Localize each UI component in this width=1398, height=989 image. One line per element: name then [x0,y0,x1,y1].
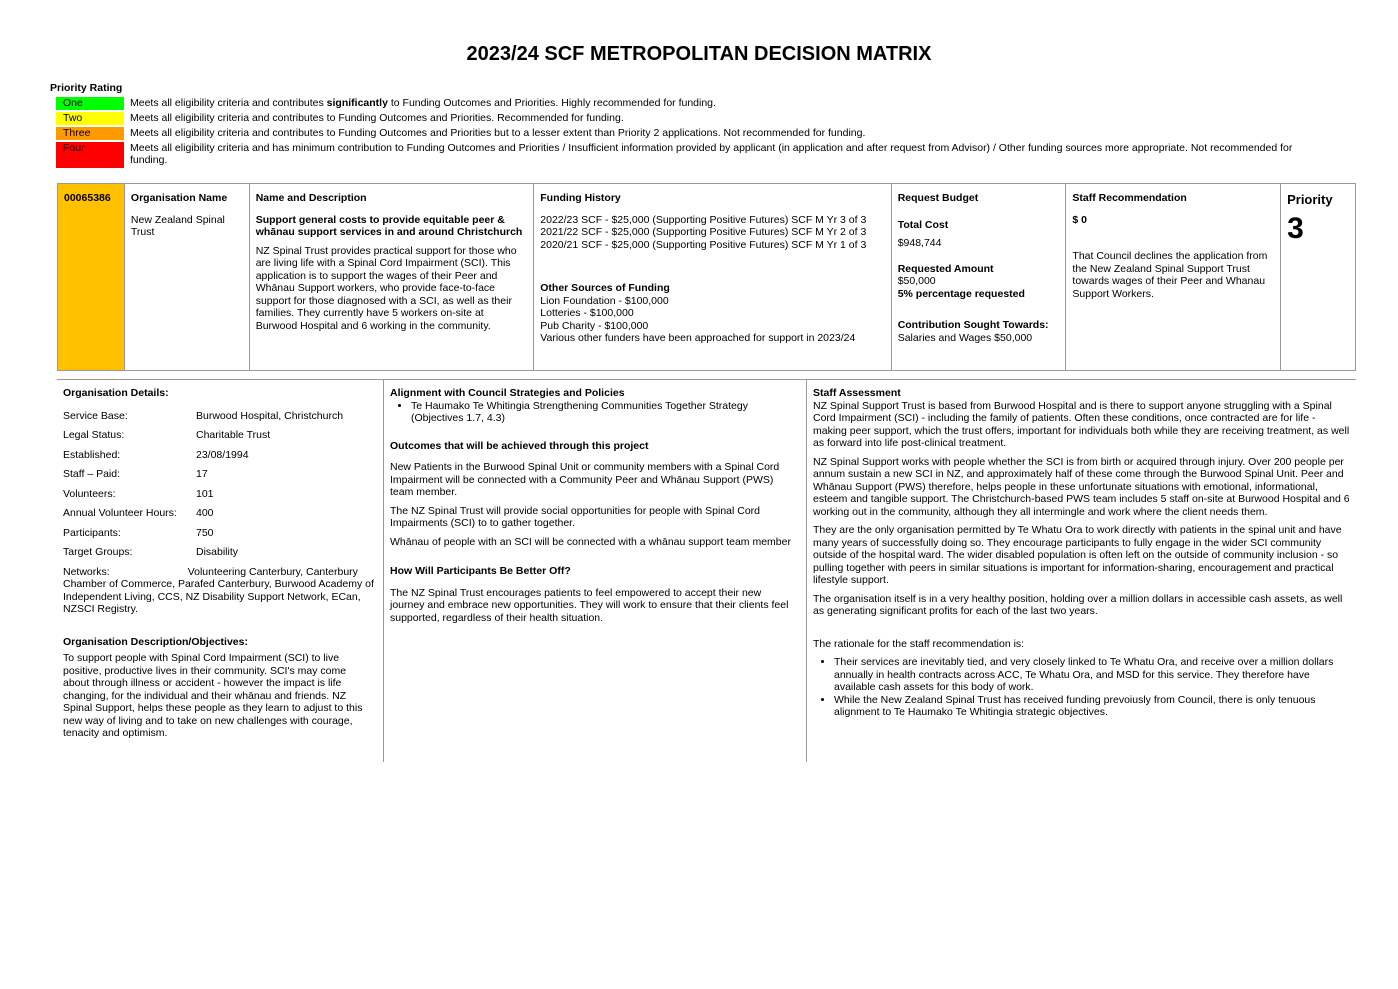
assessment-paragraph: The organisation itself is in a very healthy position, holding over a million dollars in accessible cash assets, as well as generating significant profits for each of the last two years. [813,592,1343,617]
application-id-cell [58,184,125,370]
outcome-item: New Patients in the Burwood Spinal Unit or community members with a Spinal Cord Impairment will be connected with a Community Peer and Whānau Support (PWS) team member. [390,461,780,498]
funding-history-cell [534,184,891,370]
rationale-item: • Their services are inevitably tied, and very closely linked to Te Whatu Ora, and receive over a million dollars annually in health contracts across ACC, Te Whatu Ora, and MSD for this service. They therefore have available cash assets for this body of work. [834,656,1350,694]
project-description: NZ Spinal Trust provides practical support for those who are living life with a Spinal Cord Impairment (SCI). This application is to support the wages of their Peer and Whānau Support workers, who provide face-to-face support for those diagnosed with a SCI, as well as their families. They currently have 5 workers on-site at Burwood Hospital and 6 working in the community. [255,244,517,332]
detail-row: Established: 23/08/1994 [63,448,249,461]
priority-desc-three: Meets all eligibility criteria and contributes to Funding Outcomes and Priorities but to a lesser extent than Priority 2 applications. Not recommended for funding. [130,127,866,139]
column-divider [383,380,384,762]
priority-value: 3 [1287,212,1304,245]
alignment-column [390,387,798,624]
project-title: Support general costs to provide equitable peer & whānau support services in and around Christchurch [255,213,523,238]
application-id: 00065386 [64,192,111,204]
other-source-item: Various other funders have been approached for support in 2023/24 [540,332,856,344]
outcome-item: The NZ Spinal Trust will provide social opportunities for people with Spinal Cord Impairments (SCI) to to gather together. [390,504,761,529]
staff-recommendation-text: That Council declines the application from the New Zealand Spinal Support Trust towards wages of their Peer and Whanau Support Workers. [1072,250,1268,300]
priority-desc-two: Meets all eligibility criteria and contributes to Funding Outcomes and Priorities. Recommended for funding. [130,112,624,124]
rationale-intro: The rationale for the staff recommendation is: [813,637,1025,650]
other-sources-header: Other Sources of Funding [540,282,670,294]
organisation-details-header: Organisation Details: [63,387,169,399]
assessment-paragraph: NZ Spinal Support works with people whether the SCI is from birth or acquired through injury. Over 200 people per annum sustain a new SCI in NZ, and approximately half of these come through the Burwood Spinal Unit. Peer and Whānau Support (PWS) therefore, helps people in these unfortunate situations with emotional, informational, esteem and tangible support. The Christchurch-based PWS team includes 5 staff on-site at Burwood Hospital and 6 working out in the community, although they all intermingle and work where the client needs them. [813,455,1350,518]
staff-assessment-header: Staff Assessment [813,387,901,399]
request-budget-cell [892,184,1067,370]
outcome-item: Whānau of people with an SCI will be connected with a whānau support team member [390,535,791,548]
detail-row: Service Base: Burwood Hospital, Christchurch [63,409,344,422]
priority-header: Priority [1287,192,1333,207]
other-source-item: Lion Foundation - $100,000 [540,294,669,307]
priority-row-three [56,127,1318,140]
other-source-item: Pub Charity - $100,000 [540,319,649,332]
organisation-description: To support people with Spinal Cord Impairment (SCI) to live positive, productive lives in their community. SCI's may come about through illness or accident - however the impact is life changing, for the individual and their whānau and friends. NZ Spinal Support, helps these people as they learn to adjust to this new way of living and to take on new challenges with courage, tenacity and optimism. [63,652,363,739]
priority-swatch-two: Two [56,112,124,125]
organisation-name-header: Organisation Name [130,192,228,204]
rationale-item: • While the New Zealand Spinal Trust has received funding prevoiusly from Council, there is only tenuous alignment to Te Haumako Te Whitingia strategic objectives. [834,694,1350,719]
organisation-name: New Zealand Spinal Trust [130,213,225,238]
assessment-paragraph: NZ Spinal Support Trust is based from Burwood Hospital and is there to support anyone struggling with a Spinal Cord Impairment (SCI) - including the family of patients. Often these conditions, once contracted are for life - making peer support, which the trust offers, important for individuals both while they are receiving treatment, as well as forward into life post-clinical treatment. [813,399,1350,449]
rationale-list [813,656,1350,719]
detail-row: Participants: 750 [63,526,214,539]
other-source-item: Lotteries - $100,000 [540,307,634,319]
organisation-details-column [63,387,375,740]
organisation-name-cell [125,184,250,370]
staff-assessment-column [813,387,1350,719]
funding-history-item: 2022/23 SCF - $25,000 (Supporting Positive Futures) SCF M Yr 3 of 3 [540,213,867,226]
detail-row: Volunteers: 101 [63,487,214,500]
better-off-header: How Will Participants Be Better Off? [390,565,571,577]
total-cost-label: Total Cost [897,218,949,231]
organisation-description-header: Organisation Description/Objectives: [63,635,248,648]
section-divider [57,379,1356,380]
priority-rating-heading: Priority Rating [50,82,123,94]
priority-swatch-three: Three [56,127,124,140]
requested-amount-label: Requested Amount [897,262,994,275]
funding-history-header: Funding History [540,192,621,204]
column-divider [806,380,807,762]
priority-row-four [56,142,1318,168]
contribution-label: Contribution Sought Towards: [897,319,1049,331]
priority-desc-four: Meets all eligibility criteria and has minimum contribution to Funding Outcomes and Priorities / Insufficient information provided by applicant (in application and after request from Advisor) / Other funding sources more appropriate. Not recommended for funding. [130,142,1293,166]
alignment-list [390,400,798,425]
outcomes-header: Outcomes that will be achieved through this project [390,439,649,452]
detail-row: Annual Volunteer Hours: 400 [63,507,214,519]
priority-rating-legend [56,97,1318,170]
detail-row: Legal Status: Charitable Trust [63,429,271,441]
total-cost-value: $948,744 [897,237,942,249]
request-budget-header: Request Budget [897,192,979,204]
priority-swatch-one: One [56,97,124,110]
priority-row-two [56,112,1318,125]
priority-row-one [56,97,1318,110]
alignment-item: • Te Haumako Te Whitingia Strengthening Communities Together Strategy (Objectives 1.7, 4.3) [411,400,798,425]
application-summary-table [57,183,1356,371]
page-title: 2023/24 SCF METROPOLITAN DECISION MATRIX [466,43,932,65]
better-off-text: The NZ Spinal Trust encourages patients to feel empowered to accept their new journey and embrace new opportunities. They will work to ensure that their clients feel supported, regardless of their health situation. [390,586,789,624]
funding-history-item: 2020/21 SCF - $25,000 (Supporting Positive Futures) SCF M Yr 1 of 3 [540,238,867,251]
assessment-paragraph: They are the only organisation permitted by Te Whatu Ora to work directly with patients in the spinal unit and have many years of successfully doing so. They encourage participants to fully engage in the wider SCI community outside of the hospital ward. The wider disabled population is often left on the outside of community inclusion - so pulling together with peers in similar situations is important for information-sharing, encouragement and practical lifestyle support. [813,524,1342,586]
staff-recommendation-amount: $ 0 [1072,213,1088,226]
networks: Networks: Volunteering Canterbury, Canterbury Chamber of Commerce, Parafed Canterbury, Burwood Academy of Independent Living, CCS, NZ Disability Support Network, ECan, NZSCI Registry. [63,565,374,615]
detail-row: Staff – Paid: 17 [63,468,208,480]
priority-swatch-four: Four [56,142,124,168]
name-description-cell [250,184,535,370]
priority-desc-one: Meets all eligibility criteria and contributes significantly to Funding Outcomes and Priorities. Highly recommended for funding. [130,97,716,109]
contribution-value: Salaries and Wages $50,000 [897,331,1033,344]
detail-row: Target Groups: Disability [63,546,239,558]
funding-history-item: 2021/22 SCF - $25,000 (Supporting Positive Futures) SCF M Yr 2 of 3 [540,226,867,238]
name-description-header: Name and Description [255,192,367,204]
requested-amount-value: $50,000 [897,275,936,287]
alignment-header: Alignment with Council Strategies and Policies [390,387,625,399]
percentage-requested: 5% percentage requested [897,287,1025,300]
priority-cell [1281,184,1355,370]
staff-recommendation-header: Staff Recommendation [1072,192,1187,204]
staff-recommendation-cell [1066,184,1281,370]
